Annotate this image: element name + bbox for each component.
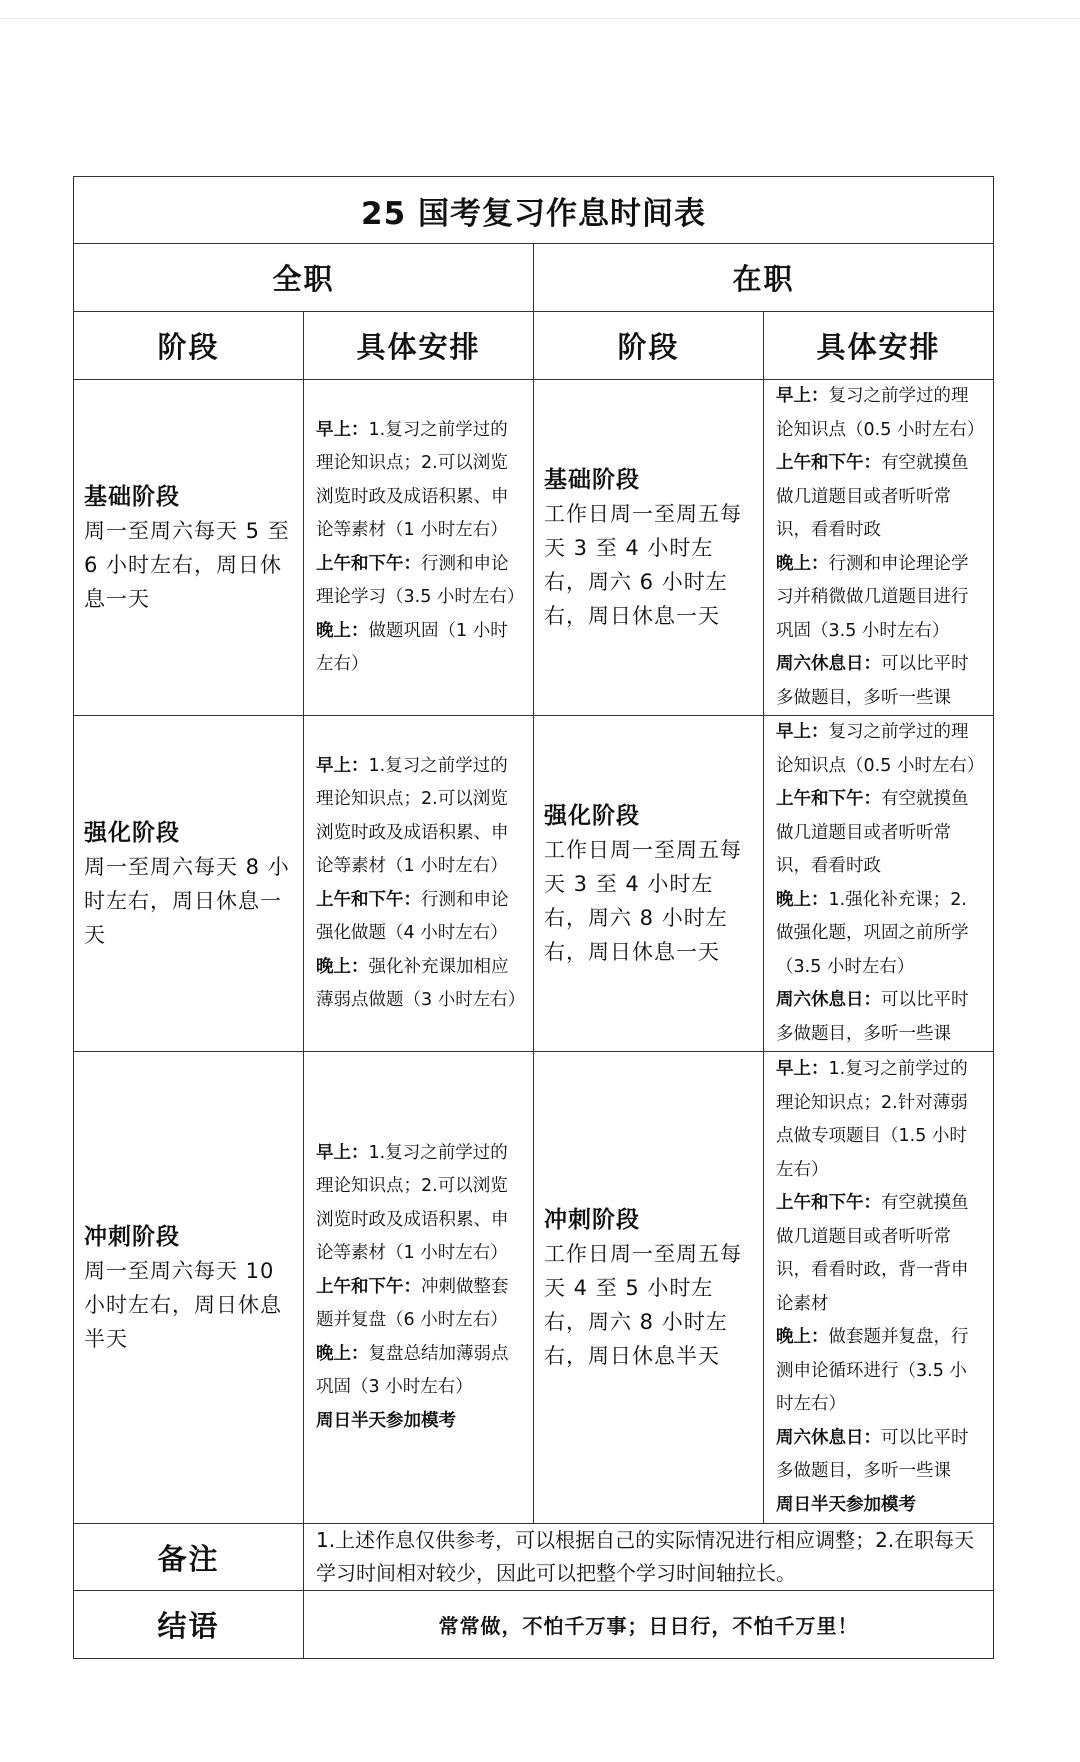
- plan-item: [776, 1187, 983, 1321]
- plan-text: 1.复习之前学过的理论知识点；2.针对薄弱点做专项题目（1.5 小时左右）: [776, 1059, 968, 1180]
- plan-text: 1.强化补充课；2.做强化题，巩固之前所学（3.5 小时左右）: [776, 889, 969, 977]
- job-stage-header: 阶段: [534, 312, 764, 380]
- note-text: 1.上述作息仅供参考，可以根据自己的实际情况进行相应调整；2.在职每天学习时间相对较少，因此可以把整个学习时间轴拉长。: [304, 1524, 994, 1591]
- plan-item: [776, 1489, 983, 1523]
- plan-text: 1.复习之前学过的理论知识点；2.可以浏览浏览时政及成语积累、申论等素材（1 小时左右）: [316, 1142, 509, 1264]
- note-label: 备注: [74, 1524, 304, 1591]
- plan-item: [316, 615, 523, 682]
- plan-label: 早上：: [316, 755, 369, 776]
- plan-item: [776, 884, 983, 985]
- stage-name: 基础阶段: [544, 466, 640, 493]
- full-plan-cell: [304, 1052, 534, 1524]
- plan-text: 有空就摸鱼做几道题目或者听听常识，看看时政，背一背申论素材: [776, 1193, 969, 1314]
- plan-item: [776, 1053, 983, 1187]
- plan-label: 晚上：: [776, 889, 829, 910]
- plan-label: 早上：: [776, 1059, 829, 1079]
- full-stage-cell: [74, 380, 304, 716]
- plan-label: 上午和下午：: [776, 453, 881, 473]
- plan-item: [776, 1321, 983, 1422]
- plan-label: 晚上：: [316, 1343, 369, 1364]
- job-plan-cell: [764, 1052, 994, 1524]
- job-plan-header: 具体安排: [764, 312, 994, 380]
- stage-name: 基础阶段: [84, 483, 180, 510]
- plan-item: [316, 1271, 523, 1338]
- plan-text: 行测和申论强化做题（4 小时左右）: [316, 889, 509, 943]
- stage-name: 冲刺阶段: [84, 1223, 180, 1250]
- plan-text: 可以比平时多做题目，多听一些课: [776, 1427, 969, 1481]
- plan-text: 做套题并复盘，行测申论循环进行（3.5 小时左右）: [776, 1327, 969, 1414]
- full-plan-header: 具体安排: [304, 312, 534, 380]
- plan-item: [316, 750, 523, 884]
- stage-desc: 工作日周一至周五每天 3 至 4 小时左右，周六 8 小时左右，周日休息一天: [544, 837, 742, 964]
- plan-item: [316, 884, 523, 951]
- plan-label: 早上：: [776, 722, 829, 742]
- plan-label: 上午和下午：: [776, 789, 881, 809]
- plan-text: 1.复习之前学过的理论知识点；2.可以浏览浏览时政及成语积累、申论等素材（1 小时左右）: [316, 755, 509, 876]
- stage-name: 冲刺阶段: [544, 1206, 640, 1233]
- plan-text: 复盘总结加薄弱点巩固（3 小时左右）: [316, 1343, 509, 1398]
- plan-label: 早上：: [776, 386, 829, 406]
- plan-label: 周六休息日：: [776, 654, 881, 674]
- full-stage-header: 阶段: [74, 312, 304, 380]
- plan-label: 晚上：: [776, 1327, 829, 1347]
- stage-desc: 周一至周六每天 8 小时左右，周日休息一天: [84, 854, 290, 947]
- stage-row-sprint: [74, 1052, 994, 1524]
- stage-row-strengthen: [74, 716, 994, 1052]
- plan-label: 上午和下午：: [776, 1193, 881, 1213]
- plan-text: 有空就摸鱼做几道题目或者听听常识，看看时政: [776, 453, 969, 540]
- job-plan-cell: [764, 716, 994, 1052]
- plan-item: [776, 548, 983, 649]
- job-stage-cell: [534, 1052, 764, 1524]
- full-plan-cell: [304, 380, 534, 716]
- plan-item: [316, 1338, 523, 1405]
- full-stage-cell: [74, 1052, 304, 1524]
- plan-label: 上午和下午：: [316, 889, 421, 910]
- plan-text: 复习之前学过的理论知识点（0.5 小时左右）: [776, 386, 985, 440]
- conclusion-text: 常常做，不怕千万事；日日行，不怕千万里！: [304, 1591, 994, 1659]
- plan-label: 晚上：: [316, 956, 369, 977]
- plan-text: 可以比平时多做题目，多听一些课: [776, 654, 969, 708]
- plan-label: 早上：: [316, 1142, 369, 1163]
- plan-item: [316, 1405, 523, 1439]
- stage-desc: 工作日周一至周五每天 4 至 5 小时左右，周六 8 小时左右，周日休息半天: [544, 1241, 742, 1368]
- plan-item: [776, 380, 983, 447]
- plan-label: 上午和下午：: [316, 553, 421, 574]
- plan-item: [316, 548, 523, 615]
- plan-label: 晚上：: [316, 620, 369, 641]
- full-plan-cell: [304, 716, 534, 1052]
- plan-label: 周日半天参加模考: [776, 1494, 916, 1515]
- group-full-time: 全职: [74, 244, 534, 312]
- plan-item: [776, 447, 983, 548]
- plan-text: 可以比平时多做题目，多听一些课: [776, 990, 969, 1044]
- conclusion-label: 结语: [74, 1591, 304, 1659]
- group-on-job: 在职: [534, 244, 994, 312]
- plan-item: [776, 783, 983, 884]
- plan-item: [316, 414, 523, 548]
- plan-label: 周六休息日：: [776, 990, 881, 1010]
- plan-item: [316, 951, 526, 1018]
- stage-desc: 周一至周六每天 5 至 6 小时左右，周日休息一天: [84, 518, 290, 611]
- full-stage-cell: [74, 716, 304, 1052]
- plan-text: 行测和申论理论学习（3.5 小时左右）: [316, 553, 525, 607]
- table-title: 25 国考复习作息时间表: [74, 177, 994, 244]
- plan-text: 行测和申论理论学习并稍微做几道题目进行巩固（3.5 小时左右）: [776, 553, 969, 641]
- job-stage-cell: [534, 716, 764, 1052]
- schedule-table: [73, 176, 994, 1659]
- stage-name: 强化阶段: [544, 802, 640, 829]
- job-stage-cell: [534, 380, 764, 716]
- plan-label: 上午和下午：: [316, 1276, 421, 1297]
- plan-item: [776, 984, 983, 1051]
- top-divider: [0, 18, 1080, 19]
- stage-name: 强化阶段: [84, 819, 180, 846]
- plan-label: 早上：: [316, 419, 369, 440]
- plan-item: [316, 1137, 523, 1271]
- plan-label: 晚上：: [776, 553, 829, 574]
- stage-desc: 周一至周六每天 10 小时左右，周日休息半天: [84, 1258, 282, 1351]
- plan-label: 周六休息日：: [776, 1427, 881, 1448]
- plan-item: [776, 716, 983, 783]
- plan-text: 有空就摸鱼做几道题目或者听听常识，看看时政: [776, 789, 969, 876]
- stage-desc: 工作日周一至周五每天 3 至 4 小时左右，周六 6 小时左右，周日休息一天: [544, 501, 742, 628]
- plan-text: 做题巩固（1 小时左右）: [316, 620, 508, 674]
- plan-text: 冲刺做整套题并复盘（6 小时左右）: [316, 1276, 509, 1331]
- plan-text: 1.复习之前学过的理论知识点；2.可以浏览浏览时政及成语积累、申论等素材（1 小时左右）: [316, 419, 509, 540]
- plan-label: 周日半天参加模考: [316, 1410, 456, 1431]
- plan-text: 复习之前学过的理论知识点（0.5 小时左右）: [776, 722, 985, 776]
- plan-text: 强化补充课加相应薄弱点做题（3 小时左右）: [316, 956, 526, 1010]
- plan-item: [776, 1422, 983, 1489]
- job-plan-cell: [764, 380, 994, 716]
- stage-row-basic: [74, 380, 994, 716]
- plan-item: [776, 648, 983, 715]
